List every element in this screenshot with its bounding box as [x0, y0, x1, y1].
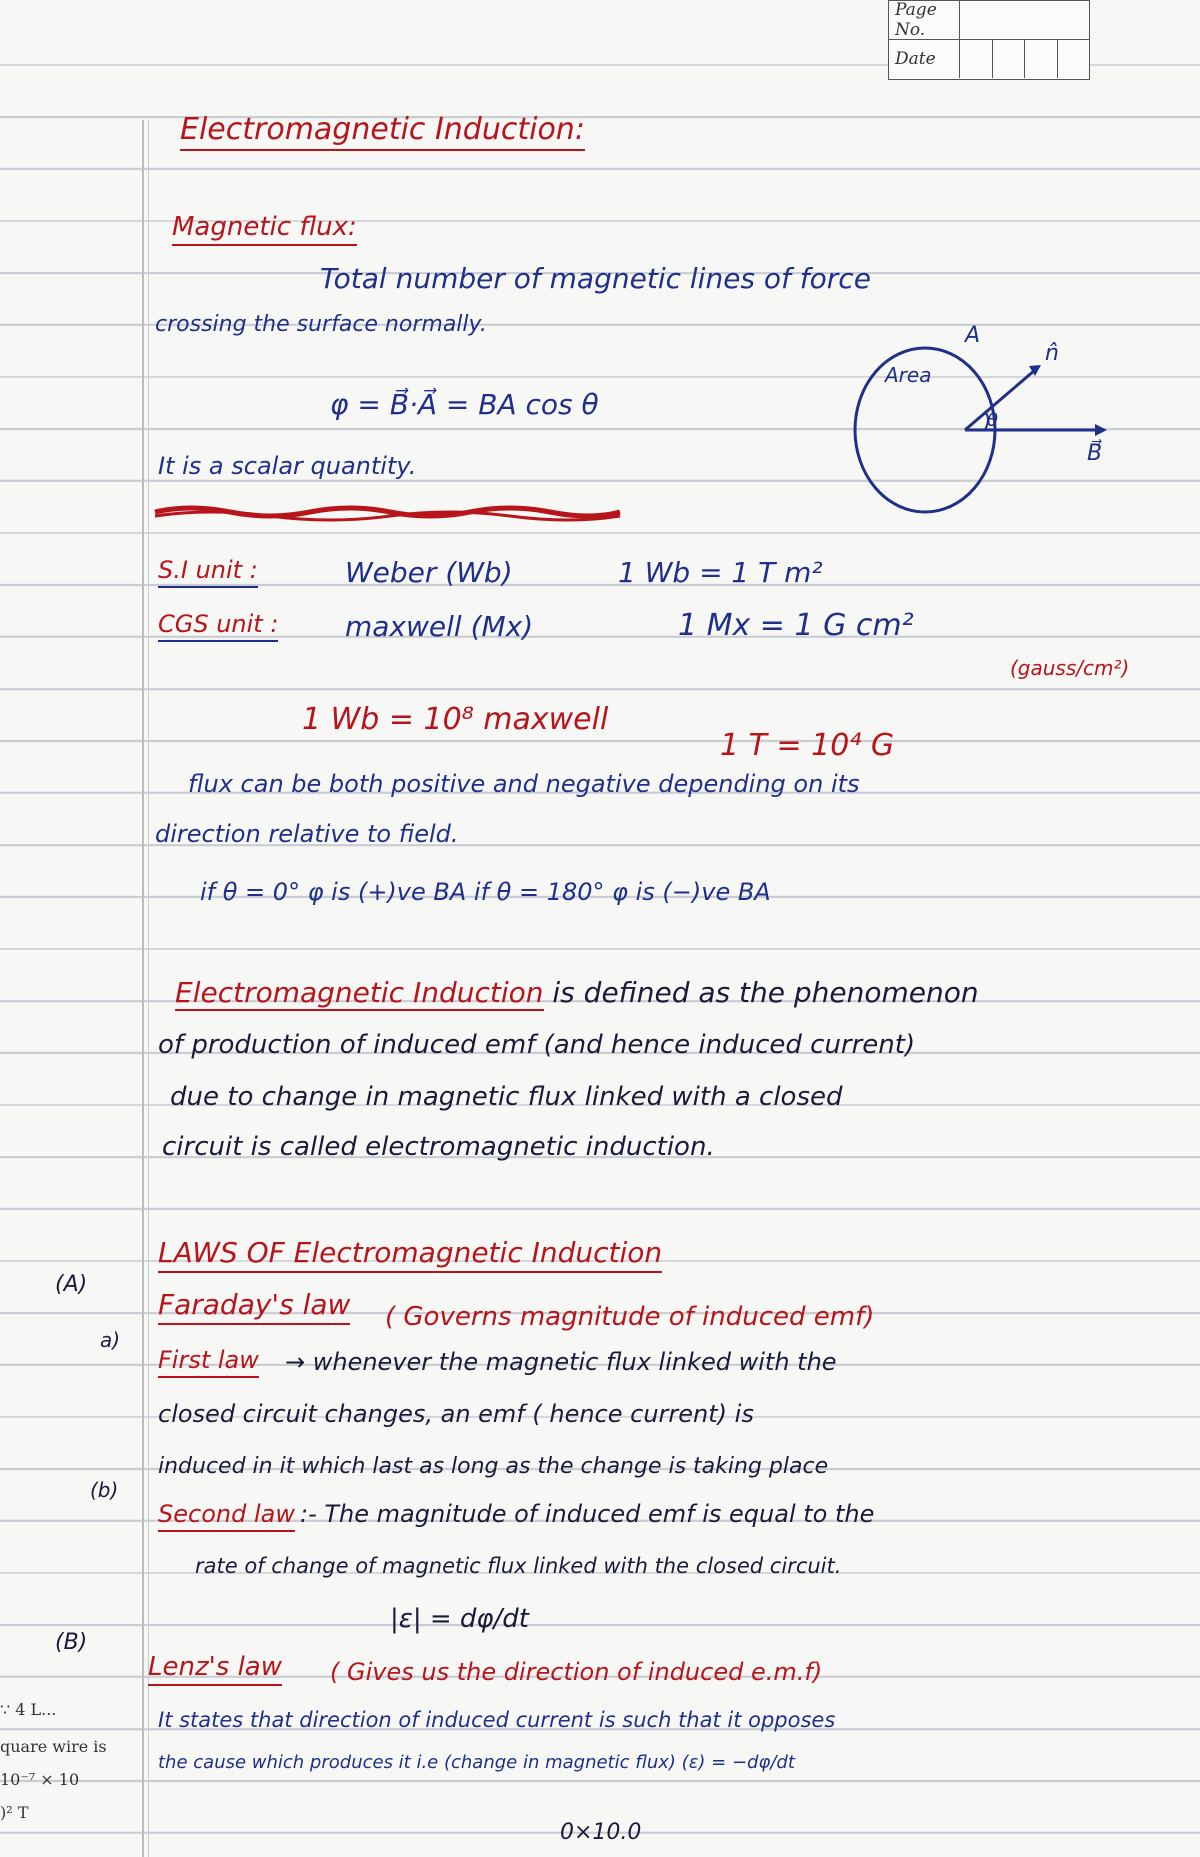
- flux-definition-line1: Total number of magnetic lines of force: [320, 262, 871, 295]
- lenz-law-line1: It states that direction of induced current is such that it opposes: [158, 1708, 836, 1732]
- flux-diagram: [845, 320, 1125, 520]
- bleed-line3: 10⁻⁷ × 10: [0, 1770, 80, 1789]
- si-unit-value: Weber (Wb): [345, 556, 513, 589]
- page-no-label: Page No.: [895, 0, 937, 40]
- margin-line-inner: [148, 120, 149, 1857]
- emi-definition-line4: circuit is called electromagnetic induction.: [162, 1132, 715, 1162]
- scalar-statement: It is a scalar quantity.: [158, 452, 417, 480]
- marker-b-lower: (b): [90, 1478, 119, 1502]
- diagram-b-label: B⃗: [1087, 441, 1103, 466]
- cgs-unit-note: (gauss/cm²): [1010, 656, 1130, 680]
- lenz-law-title: Lenz's law: [148, 1652, 282, 1686]
- cgs-unit-label: CGS unit :: [158, 610, 278, 642]
- second-law-label: Second law: [158, 1500, 295, 1532]
- laws-heading: LAWS OF Electromagnetic Induction: [158, 1236, 662, 1273]
- first-law-label: First law: [158, 1346, 259, 1378]
- date-row: [889, 40, 1089, 78]
- diagram-a-label: A: [965, 323, 981, 348]
- first-law-line3: induced in it which last as long as the change is taking place: [158, 1454, 829, 1479]
- emi-definition-rest: is defined as the phenomenon: [543, 976, 979, 1009]
- lenz-law-note: ( Gives us the direction of induced e.m.f): [330, 1658, 823, 1686]
- flux-definition-line2: crossing the surface normally.: [155, 312, 487, 337]
- adjacent-page-bleed: [0, 1700, 120, 1822]
- cgs-unit-value: maxwell (Mx): [345, 610, 534, 643]
- second-law-formula: |ε| = dφ/dt: [390, 1604, 530, 1634]
- flux-formula: φ = B⃗·A⃗ = BA cos θ: [330, 388, 599, 421]
- lenz-law-line2: the cause which produces it i.e (change in magnetic flux) (ε) = −dφ/dt: [158, 1752, 795, 1773]
- emi-term: Electromagnetic Induction: [175, 976, 544, 1009]
- margin-line: [142, 120, 144, 1857]
- first-law-line2: closed circuit changes, an emf ( hence current) is: [158, 1400, 754, 1428]
- diagram-area-label: Area: [885, 363, 932, 387]
- page-title: Electromagnetic Induction:: [180, 112, 585, 151]
- diagram-theta-label: θ: [987, 410, 999, 431]
- marker-a-upper: (A): [55, 1272, 88, 1297]
- second-law-line2: rate of change of magnetic flux linked with the closed circuit.: [195, 1554, 842, 1578]
- marker-a-lower: a): [100, 1328, 121, 1352]
- bleed-line4: )² T: [0, 1803, 29, 1822]
- si-unit-relation: 1 Wb = 1 T m²: [618, 556, 823, 589]
- struck-out-text: [150, 500, 630, 522]
- page-no-row: [889, 1, 1089, 40]
- tesla-gauss-conversion: 1 T = 10⁴ G: [720, 728, 895, 763]
- marker-b-upper: (B): [55, 1630, 88, 1655]
- flux-heading: Magnetic flux:: [172, 212, 357, 246]
- cgs-unit-relation: 1 Mx = 1 G cm²: [678, 608, 914, 643]
- faraday-law-title: Faraday's law: [158, 1288, 350, 1325]
- date-label: Date: [895, 49, 936, 69]
- wb-maxwell-conversion: 1 Wb = 10⁸ maxwell: [302, 702, 609, 737]
- si-unit-label: S.I unit :: [158, 556, 258, 588]
- flux-sign-line2: direction relative to field.: [155, 820, 459, 848]
- emi-definition-line1: [175, 976, 979, 1009]
- flux-angle-cases: if θ = 0° φ is (+)ve BA if θ = 180° φ is (−)ve BA: [200, 878, 771, 906]
- flux-sign-line1: flux can be both positive and negative depending on its: [188, 770, 860, 798]
- first-law-line1: → whenever the magnetic flux linked with the: [285, 1348, 837, 1376]
- bleed-line2: quare wire is: [0, 1737, 107, 1756]
- second-law-line1: :- The magnitude of induced emf is equal to the: [300, 1500, 875, 1528]
- faraday-law-note: ( Governs magnitude of induced emf): [385, 1302, 875, 1332]
- page-header-box: [888, 0, 1090, 80]
- emi-definition-line2: of production of induced emf (and hence induced current): [158, 1030, 916, 1060]
- bleed-line1: ∵ 4 L...: [0, 1700, 57, 1719]
- emi-definition-line3: due to change in magnetic flux linked with a closed: [170, 1082, 843, 1112]
- diagram-normal-label: n̂: [1045, 341, 1059, 366]
- bottom-scribble: 0×10.0: [560, 1820, 642, 1845]
